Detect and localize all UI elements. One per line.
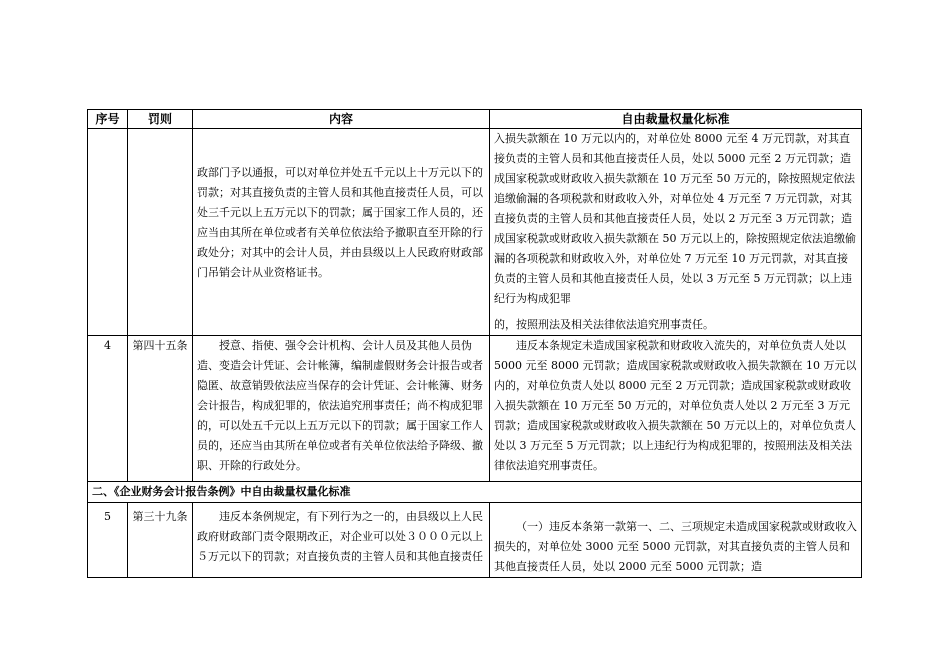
header-standard: 自由裁量权量化标准 xyxy=(490,110,862,129)
row1-content xyxy=(193,129,490,336)
row1-standard-text-a: 入损失款额在 10 万元以内的，对单位处 8000 元至 4 万元罚款，对其直接负责的主管人员和其他直接责任人员，处以 5000 元至 2 万元罚款；造成国家税款或财政收入损失款额在 10 万元至 50 万元的，除按照规定依法追缴偷漏的各项税款和财政收入外，对单位处 4 万元至 7 万元罚款，对其直接负责的主管人员和其他直接责任人员，处以 2 万元至 3 万元罚款；造成国家税款或财政收入损失款额在 50 万元以上的，除按照规定依法追缴偷漏的各项税款和财政收入外，对单位处 7 万元至 10 万元罚款，对其直接负责的主管人员和其他直接责任人员，处以 3 万元至 5 万元罚款；以上违纪行为构成犯罪 xyxy=(494,132,856,305)
row3-content xyxy=(193,503,490,578)
table-row xyxy=(88,336,862,482)
row2-content-text: 授意、指使、强令会计机构、会计人员及其他人员伪造、变造会计凭证、会计帐簿，编制虚假财务会计报告或者隐匿、故意销毁依法应当保存的会计凭证、会计帐簿、财务会计报告，构成犯罪的，依法追究刑事责任；尚不构成犯罪的，可以处五千元以上五万元以下的罚款；属于国家工作人员的，还应当由其所在单位或者有关单位依法给予降级、撤职、开除的行政处分。 xyxy=(197,339,483,472)
section-heading-row xyxy=(88,482,862,503)
table-header-row xyxy=(88,110,862,129)
row1-penalty xyxy=(128,129,193,336)
row3-no: 5 xyxy=(88,503,128,578)
row1-standard xyxy=(490,129,862,336)
row2-content xyxy=(193,336,490,482)
row3-standard-text: （一）违反本条第一款第一、二、三项规定未造成国家税款或财政收入损失的，对单位处 3000 元至 5000 元罚款，对其直接负责的主管人员和其他直接责任人员，处以 2000 元至 5000 元罚款；造 xyxy=(494,520,857,573)
header-content: 内容 xyxy=(193,110,490,129)
row3-content-text: 违反本条例规定，有下列行为之一的，由县级以上人民政府财政部门责令限期改正，对企业可以处３０００元以上５万元以下的罚款；对直接负责的主管人员和其他直接责任 xyxy=(197,510,483,563)
table-row xyxy=(88,129,862,336)
header-no: 序号 xyxy=(88,110,128,129)
row2-penalty: 第四十五条 xyxy=(128,336,193,482)
row2-standard-text: 违反本条规定未造成国家税款和财政收入流失的，对单位负责人处以 5000 元至 8000 元罚款；造成国家税款或财政收入损失款额在 10 万元以内的，对单位负责人处以 8000 元至 2 万元罚款；造成国家税款或财政收入损失款额在 10 万元至 50 万元的，对单位负责人处以 2 万元至 3 万元罚款；造成国家税款或财政收入损失款额在 50 万元以上的，对单位负责人处以 3 万元至 5 万元罚款；以上违纪行为构成犯罪的，按照刑法及相关法律依法追究刑事责任。 xyxy=(494,339,857,472)
row1-no xyxy=(88,129,128,336)
row1-content-text: 政部门予以通报，可以对单位并处五千元以上十万元以下的罚款；对其直接负责的主管人员和其他直接责任人员，可以处三千元以上五万元以下的罚款；属于国家工作人员的，还应当由其所在单位或者有关单位依法给予撤职直至开除的行政处分；对其中的会计人员，并由县级以上人民政府财政部门吊销会计从业资格证书。 xyxy=(197,166,483,279)
row2-no: 4 xyxy=(88,336,128,482)
row3-penalty: 第三十九条 xyxy=(128,503,193,578)
section-heading: 二、《企业财务会计报告条例》中自由裁量权量化标准 xyxy=(88,482,862,503)
row1-standard-text-b: 的，按照刑法及相关法律依法追究刑事责任。 xyxy=(494,318,714,331)
header-penalty: 罚则 xyxy=(128,110,193,129)
row3-standard xyxy=(490,503,862,578)
row2-standard xyxy=(490,336,862,482)
table-row xyxy=(88,503,862,578)
penalty-standard-table xyxy=(87,109,862,578)
